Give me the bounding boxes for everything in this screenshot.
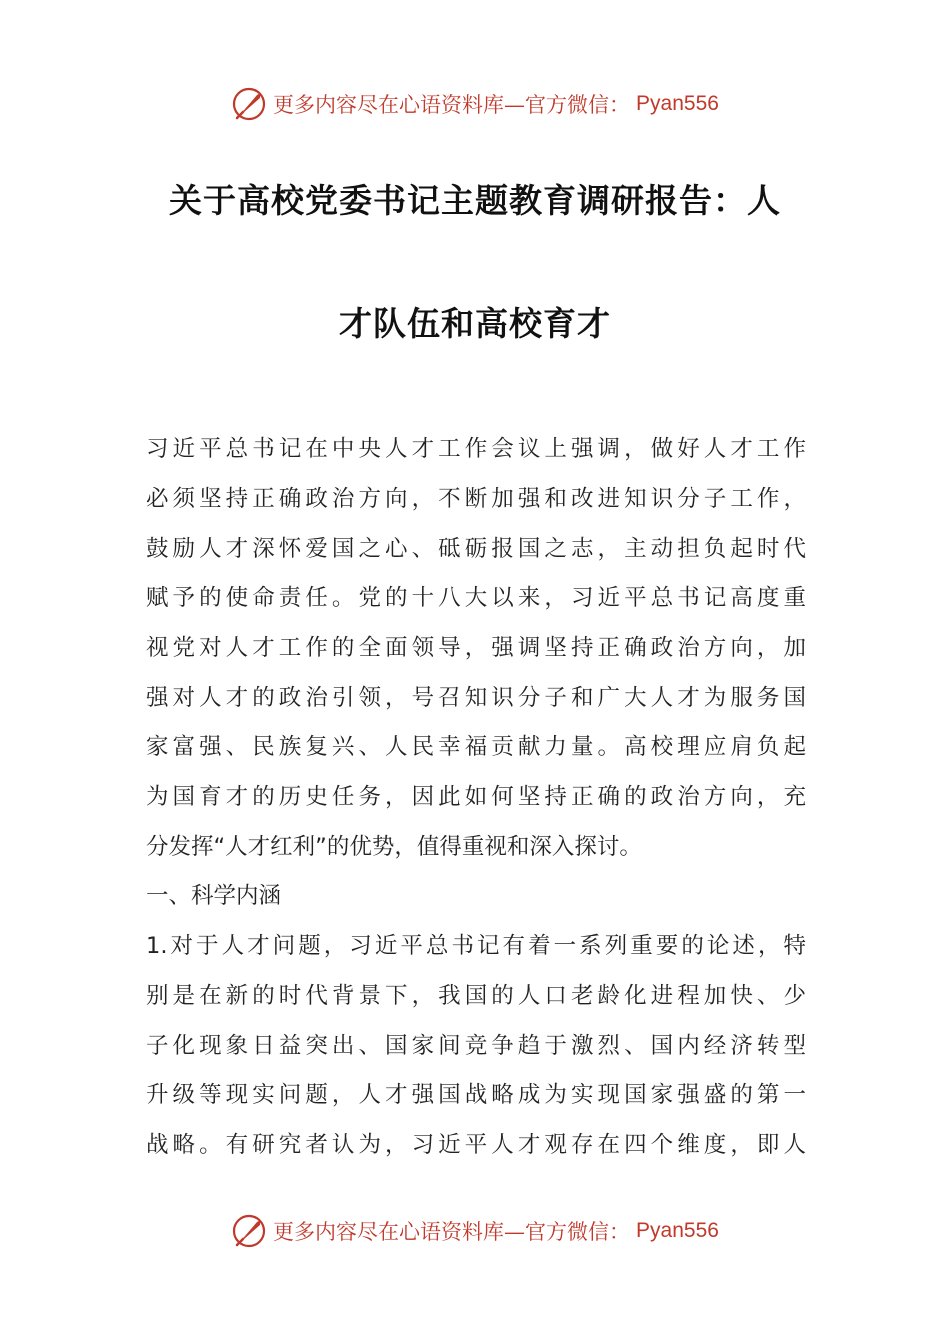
body-line: 为国育才的历史任务，因此如何坚持正确的政治方向，充	[146, 784, 806, 810]
body-line: 别是在新的时代背景下，我国的人口老龄化进程加快、少	[146, 983, 806, 1009]
document-title-line-1: 关于高校党委书记主题教育调研报告：人	[169, 181, 781, 220]
section-heading: 一、科学内涵	[146, 883, 282, 909]
feather-pen-logo-icon	[231, 86, 267, 122]
body-line: 战略。有研究者认为，习近平人才观存在四个维度，即人	[146, 1132, 806, 1158]
body-line: 赋予的使命责任。党的十八大以来，习近平总书记高度重	[146, 585, 806, 611]
body-line: 子化现象日益突出、国家间竞争趋于激烈、国内经济转型	[146, 1033, 806, 1059]
body-line: 必须坚持正确政治方向，不断加强和改进知识分子工作，	[146, 486, 806, 512]
body-line: 1.对于人才问题，习近平总书记有着一系列重要的论述，特	[146, 933, 806, 959]
body-line: 习近平总书记在中央人才工作会议上强调，做好人才工作	[146, 436, 806, 462]
header-watermark-banner	[0, 84, 950, 124]
banner-text: 更多内容尽在心语资料库—官方微信：	[273, 93, 631, 117]
banner-wechat-id: Pyan556	[636, 92, 719, 115]
banner-wechat-id: Pyan556	[636, 1219, 719, 1242]
feather-pen-logo-icon	[231, 1213, 267, 1249]
banner-text: 更多内容尽在心语资料库—官方微信：	[273, 1220, 631, 1244]
body-line: 分发挥“人才红利”的优势，值得重视和深入探讨。	[146, 834, 642, 860]
document-title-line-2: 才队伍和高校育才	[339, 304, 611, 343]
body-line: 视党对人才工作的全面领导，强调坚持正确政治方向，加	[146, 635, 806, 661]
body-line: 强对人才的政治引领，号召知识分子和广大人才为服务国	[146, 685, 806, 711]
body-line: 升级等现实问题，人才强国战略成为实现国家强盛的第一	[146, 1082, 806, 1108]
footer-watermark-banner	[0, 1211, 950, 1251]
body-line: 家富强、民族复兴、人民幸福贡献力量。高校理应肩负起	[146, 734, 806, 760]
body-line: 鼓励人才深怀爱国之心、砥砺报国之志，主动担负起时代	[146, 536, 806, 562]
